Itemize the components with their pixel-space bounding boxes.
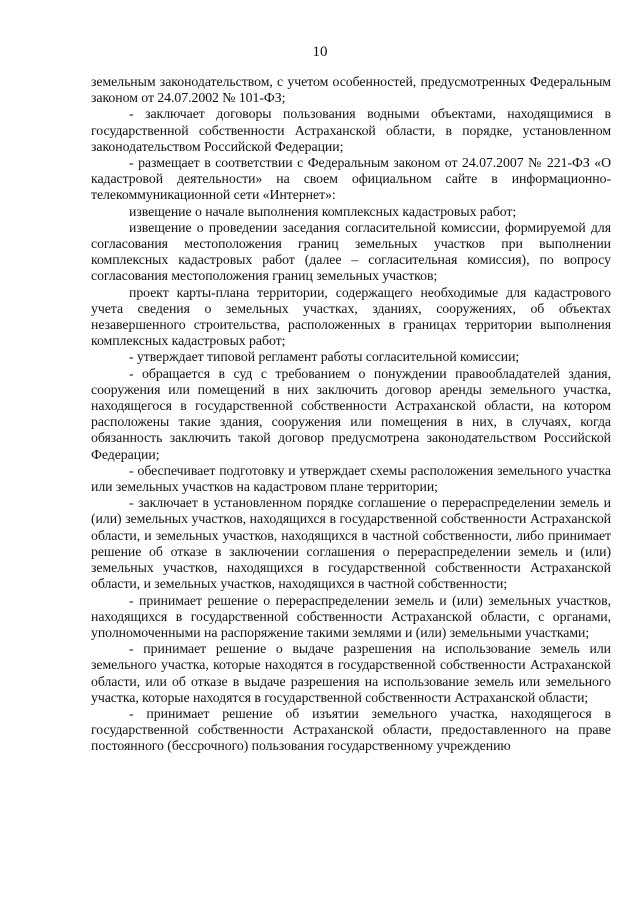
paragraph: - принимает решение о выдаче разрешения на использование земель или земельного участка, которые находятся в государственной собственности Астраханской области, или об отказе в выдаче разрешения на использование земель или земельного участка, которые находятся в государственной собственности Астраханской области;	[91, 641, 611, 705]
paragraph: земельным законодательством, с учетом особенностей, предусмотренных Федеральным законом от 24.07.2002 № 101-ФЗ;	[91, 74, 611, 106]
paragraph: - размещает в соответствии с Федеральным законом от 24.07.2007 № 221-ФЗ «О кадастровой деятельности» на своем официальном сайте в информационно-телекоммуникационной сети «Интернет»:	[91, 155, 611, 203]
paragraph: извещение о проведении заседания согласительной комиссии, формируемой для согласования местоположения границ земельных участков при выполнении комплексных кадастровых работ (далее – согласительная комиссия), по вопросу согласования местоположения границ земельных участков;	[91, 219, 611, 284]
paragraph: проект карты-плана территории, содержащего необходимые для кадастрового учета сведения о земельных участках, зданиях, сооружениях, об объектах незавершенного строительства, расположенных в границах территории выполнения комплексных кадастровых работ;	[91, 284, 611, 349]
paragraph: - принимает решение о перераспределении земель и (или) земельных участков, находящихся в государственной собственности Астраханской области, с органами, уполномоченными на распоряжение такими землями и (или) земельными участками;	[91, 592, 611, 640]
page-number: 10	[312, 44, 328, 60]
document-body	[91, 74, 611, 755]
paragraph: - утверждает типовой регламент работы согласительной комиссии;	[129, 349, 520, 365]
paragraph: - обращается в суд с требованием о понуждении правообладателей здания, сооружения или помещений в них заключить договор аренды земельного участка, находящегося в государственной собственности Астраханской области, на котором расположены такие здания, сооружения или помещения в них, в случаях, когда обязанность заключить такой договор предусмотрена законодательством Российской Федерации;	[91, 365, 611, 462]
paragraph: - заключает договоры пользования водными объектами, находящимися в государственной собственности Астраханской области, в порядке, установленном законодательством Российской Федерации;	[91, 106, 611, 154]
paragraph: - обеспечивает подготовку и утверждает схемы расположения земельного участка или земельных участков на кадастровом плане территории;	[91, 462, 611, 495]
paragraph: извещение о начале выполнения комплексных кадастровых работ;	[129, 203, 517, 219]
paragraph: - заключает в установленном порядке соглашение о перераспределении земель и (или) земельных участков, находящихся в государственной собственности Астраханской области, и земельных участков, находящихся в частной собственности, либо принимает решение об отказе в заключении соглашения о перераспределении земель и (или) земельных участков, находящихся в государственной собственности Астраханской области, и земельных участков, находящихся в частной собственности;	[91, 495, 611, 592]
paragraph: - принимает решение об изъятии земельного участка, находящегося в государственной собственности Астраханской области, предоставленного на праве постоянного (бессрочного) пользования государственному учреждению	[91, 705, 611, 754]
